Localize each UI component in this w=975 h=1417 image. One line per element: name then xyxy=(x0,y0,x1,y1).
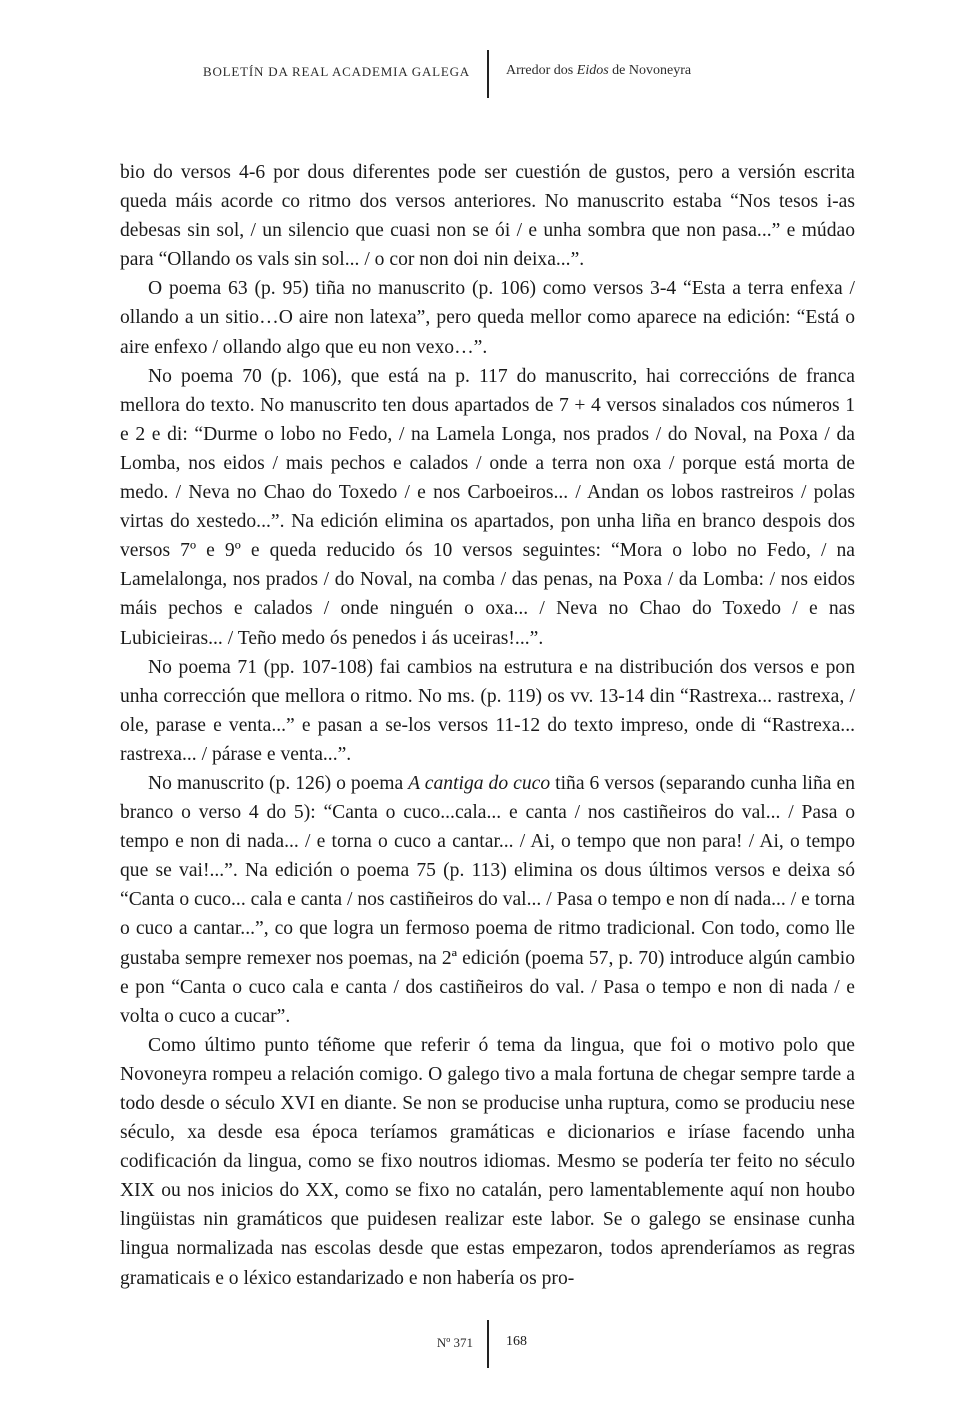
poem-title: A cantiga do cuco xyxy=(408,772,551,794)
paragraph: No poema 71 (pp. 107-108) fai cambios na estrutura e na distribución dos versos e pon unha corrección que mellora o ritmo. No ms. (p. 119) os vv. 13-14 din “Rastrexa... rastrexa, / ole, parase e venta...” e pasan a se-los versos 11-12 do texto impreso, onde di “Rastrexa... rastrexa... / párase e venta...”. xyxy=(120,656,855,765)
journal-title: BOLETÍN DA REAL ACADEMIA GALEGA xyxy=(203,64,470,79)
paragraph: No manuscrito (p. 126) o poema A cantiga do cuco tiña 6 versos (separando cunha liña en branco o verso 4 do 5): “Canta o cuco...cala... e canta / nos castiñeiros do val... / Pasa o tempo e non di nada... / e torna o cuco a cantar... / Ai, o tempo que non para! / Ai, o tempo que se vai!...”. Na edición o poema 75 (p. 113) elimina os dous últimos versos e deixa só “Canta o cuco... cala e canta / nos castiñeiros do val... / Pasa o tempo e non dí nada... / e torna o cuco a cantar...”, co que logra un fermoso poema de ritmo tradicional. Con todo, como lle gustaba sempre remexer nos poemas, na 2ª edición (poema 57, p. 70) introduce algún cambio e pon “Canta o cuco cala e canta / dos castiñeiros do val. / Pasa o tempo e non di nada / e volta o cuco a cucar”. xyxy=(120,772,855,1027)
paragraph: Como último punto téñome que referir ó tema da lingua, que foi o motivo polo que Novoneyra rompeu a relación comigo. O galego tivo a mala fortuna de chegar sempre tarde a todo desde o século XVI en diante. Se non se producise unha ruptura, como se produciu nese século, xa desde esa época teríamos gramáticas e dicionarios e iríase facendo unha codificación da lingua, como se fixo noutros idiomas. Mesmo se podería ter feito no século XIX ou nos inicios do XX, como se fixo no catalán, pero lamentablemente aquí non houbo lingüistas nin gramáticos que puidesen realizar este labor. Se o galego se ensinase cunha lingua normalizada nas escolas desde que estas empezaron, todos aprenderíamos as regras gramaticais e o léxico estandarizado e non habería os pro- xyxy=(120,1034,855,1289)
page-number: 168 xyxy=(506,1334,527,1349)
footer-divider xyxy=(487,1320,489,1368)
paragraph: No poema 70 (p. 106), que está na p. 117 do manuscrito, hai correccións de franca mellora do texto. No manuscrito ten dous apartados de 7 + 4 versos sinalados cos números 1 e 2 e di: “Durme o lobo no Fedo, / na Lamela Longa, nos prados / do Noval, na Poxa / da Lomba, nos eidos / mais pechos e calados / onde a terra non oxa / porque está morta de medo. / Neva no Chao do Toxedo / e nos Carboeiros... / Andan os lobos rastreiros / polas virtas do xestedo...”. Na edición elimina os apartados, pon unha liña en branco despois dos versos 7º e 9º e queda reducido ós 10 versos seguintes: “Mora o lobo no Fedo, / na Lamelalonga, nos prados / do Noval, na comba / das penas, na Poxa / da Lomba: / nos eidos máis pechos e calados / onde ninguén o oxa... / Neva no Chao do Toxedo / e nas Lubicieiras... / Teño medo ós penedos i ás uceiras!...”. xyxy=(120,365,855,649)
paragraph: O poema 63 (p. 95) tiña no manuscrito (p. 106) como versos 3-4 “Esta a terra enfexa / ollando a un sitio…O aire non latexa”, pero queda mellor como aparece na edición: “Está o aire enfexo / ollando algo que eu non vexo…”. xyxy=(120,278,855,358)
header-divider xyxy=(487,50,489,98)
article-title-italic: Eidos xyxy=(576,63,609,78)
issue-number: Nº 371 xyxy=(436,1335,473,1350)
body-text xyxy=(120,158,855,1293)
paragraph: bio do versos 4-6 por dous diferentes pode ser cuestión de gustos, pero a versión escrita queda máis acorde co ritmo dos versos anteriores. No manuscrito estaba “Nos tesos i-as debesas sin sol, / un silencio que cuasi non se ói / e unha sombra que non pasa...” e múdao para “Ollando os vals sin sol... / o cor non doi nin deixa...”. xyxy=(120,162,855,271)
article-title: Arredor dos Eidos de Novoneyra xyxy=(506,63,692,78)
